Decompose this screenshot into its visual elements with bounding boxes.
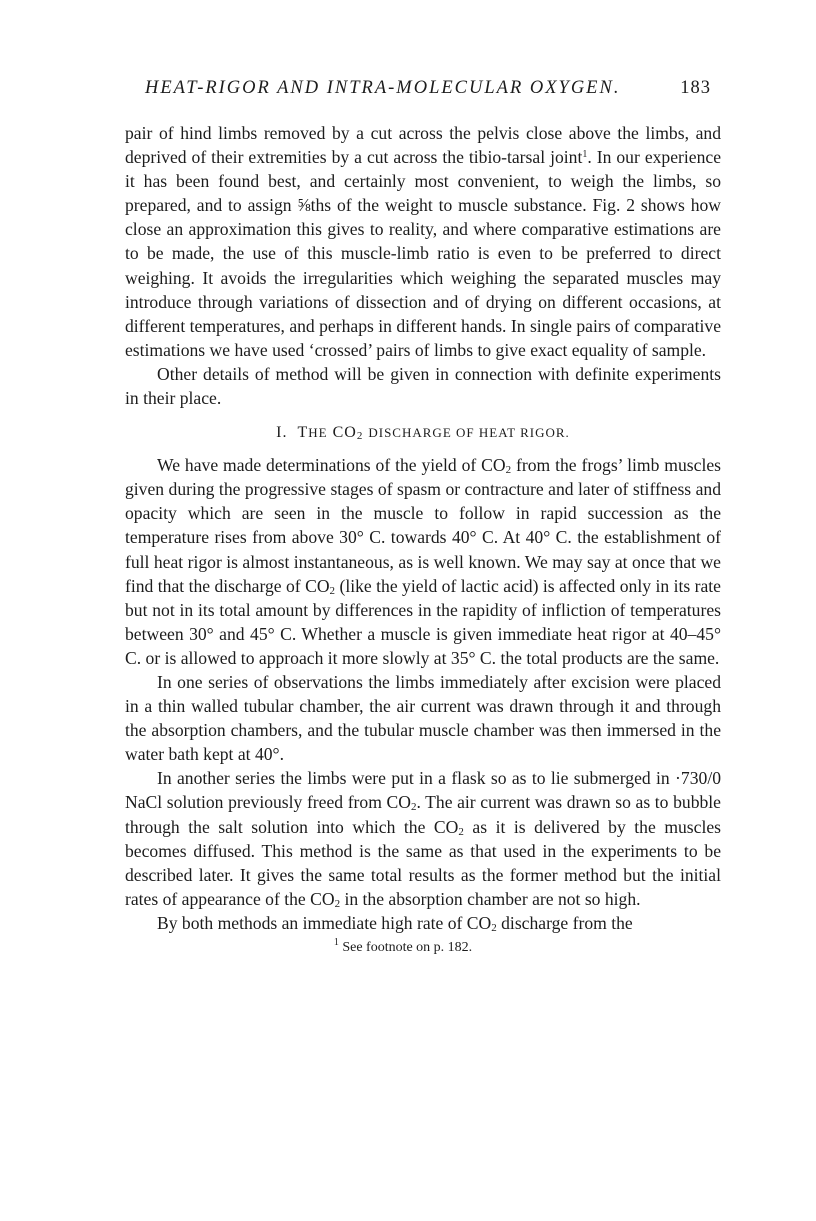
page-number: 183: [680, 78, 711, 98]
footnote-ref: 1: [582, 149, 588, 161]
p5-text-c: . The air current was drawn so as to bubble through the salt solution into which the CO: [125, 792, 721, 837]
section-co2-subscript: 2: [356, 430, 364, 443]
paragraph-method-details: Other details of method will be given in connection with definite experiments in their place.: [125, 363, 721, 409]
running-title: HEAT-RIGOR AND INTRA-MOLECULAR OXYGEN.: [145, 78, 621, 98]
p5-text-d: as it is delivered by the muscles becomes diffused. This method is the same as that used in the experiments to be described later. It gives the same total results as the former method but the initial rates of appearance of the CO: [125, 816, 721, 909]
page: [125, 78, 721, 957]
p6-subscript-1: 2: [491, 921, 497, 934]
p5-text-b: NaCl solution previously freed from CO: [125, 792, 411, 813]
paragraph-series-one: In one series of observations the limbs immediately after excision were placed in a thin walled tubular chamber, the air current was drawn through it and through the absorption chambers, and the tubular muscle chamber was then immersed in the water bath kept at 40°.: [125, 671, 721, 765]
p3-text-a: We have made determinations of the yield of CO: [157, 455, 506, 476]
p5-text-e: in the absorption chamber are not so high.: [340, 888, 641, 909]
body-text: [125, 121, 721, 957]
p6-text-a: By both methods an immediate high rate of CO: [157, 912, 492, 933]
section-title-rest: DISCHARGE OF HEAT RIGOR.: [368, 425, 570, 441]
p5-percent: 0/0: [698, 768, 721, 789]
p1-text-b: . In our experience it has been found best, and certainly most convenient, to weigh the limbs, so prepared, and to assign ⅝ths of the weight to muscle substance. Fig. 2 shows how close an approximation this gives to reality, and where comparative estimations are to be made, the use of this muscle-limb ratio is even to be preferred to direct weighing. It avoids the irregularities which weighing the separated muscles may introduce through variations of dissection and of drying on different occasions, at different temperatures, and perhaps in different hands. In single pairs of comparative estimations we have used ‘crossed’ pairs of limbs to give exact equality of sample.: [125, 147, 721, 360]
p3-text-b: from the frogs’ limb muscles given during the progressive stages of spasm or contracture and later of stiffness and opacity which are seen in the muscle to follow in rapid succession as the temperature rises from above 30° C. towards 40° C. At 40° C. the establishment of full heat rigor is almost instantaneous, as is well known. We may say at once that we find that the discharge of CO: [125, 455, 721, 596]
section-co2: CO: [332, 424, 357, 442]
p5-subscript-2: 2: [458, 825, 464, 838]
footnote-text: See footnote on p. 182.: [338, 940, 473, 955]
p6-text-b: discharge from the: [496, 912, 633, 933]
p5-subscript-1: 2: [410, 801, 417, 814]
paragraph-determinations: [125, 453, 721, 670]
p3-text-c: (like the yield of lactic acid) is affected only in its rate but not in its total amount by differences in the rapidity of infliction of temperatures between 30° and 45° C. Whether a muscle is given immediate heat rigor at 40–45° C. or is allowed to approach it more slowly at 35° C. the total products are the same.: [125, 575, 721, 668]
p3-subscript-1: 2: [505, 464, 512, 477]
running-head: [125, 78, 721, 112]
p3-subscript-2: 2: [329, 584, 336, 597]
footnote-mark: 1: [333, 937, 339, 948]
section-word-first-rest: HE: [308, 425, 328, 441]
paragraph-series-two: [125, 766, 721, 911]
paragraph-both-methods: [125, 911, 721, 935]
p5-text-a: In another series the limbs were put in a flask so as to lie submerged in ·73: [157, 768, 699, 789]
paragraph-continuation: [125, 121, 721, 362]
p1-text-a: pair of hind limbs removed by a cut across the pelvis close above the limbs, and deprived of their extremities by a cut across the tibio-tarsal joint: [125, 123, 721, 168]
section-numeral: I.: [276, 424, 288, 442]
p5-subscript-3: 2: [334, 897, 341, 910]
section-word-first-initial: T: [297, 424, 309, 442]
footnote: [125, 939, 721, 957]
section-heading: [125, 421, 721, 445]
